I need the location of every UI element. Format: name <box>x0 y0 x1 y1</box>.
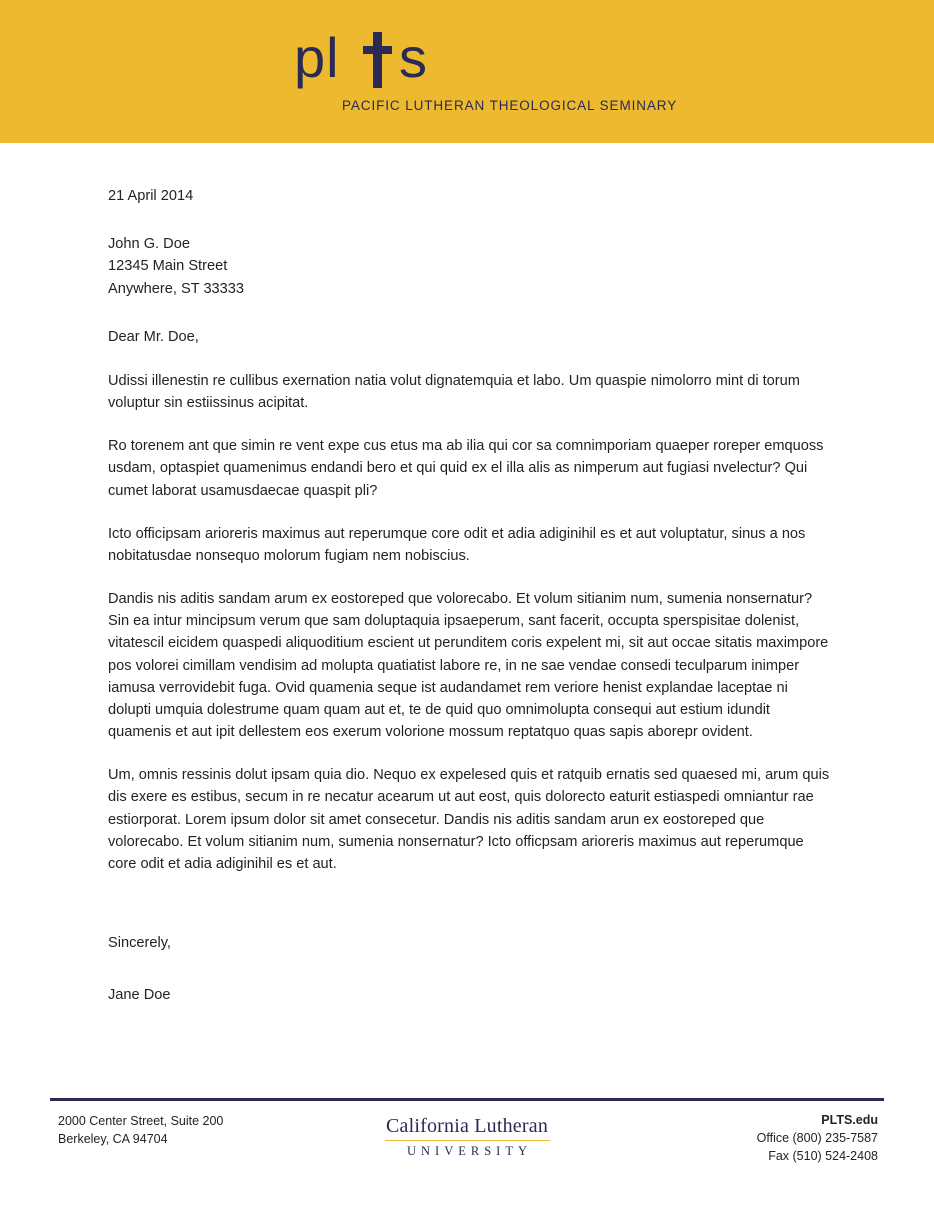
logo-mark <box>294 26 444 89</box>
logo-tagline: PACIFIC LUTHERAN THEOLOGICAL SEMINARY <box>342 98 678 113</box>
university-rule <box>385 1140 550 1141</box>
letter-body <box>108 185 830 1006</box>
logo-wordmark-left: pl <box>294 26 340 89</box>
university-name: California Lutheran <box>385 1115 549 1137</box>
logo-wordmark-right: s <box>399 26 428 89</box>
footer-divider <box>50 1098 884 1101</box>
letter-salutation: Dear Mr. Doe, <box>108 328 199 345</box>
footer-address-line1: 2000 Center Street, Suite 200 <box>58 1114 224 1128</box>
recipient-street: 12345 Main Street <box>108 258 228 275</box>
footer-address-line2: Berkeley, CA 94704 <box>58 1132 168 1147</box>
letter-date: 21 April 2014 <box>108 188 194 204</box>
footer-contact <box>757 1111 878 1165</box>
letter-paragraph-3: Icto officipsam arioreris maximus aut reperumque core odit et adia adiginihil es et aut voluptatur, sinus a nos nobitatusdae nonsequo molorum fugiam nem nobiscius. <box>108 525 806 564</box>
footer-fax-phone: Fax (510) 524-2408 <box>768 1149 878 1164</box>
letter-paragraph-5: Um, omnis ressinis dolut ipsam quia dio. Nequo ex expelesed quis et ratquib ernatis sed quaesed mi, arum quis dis exere es estibus, secum in re necatur acearum ut aut eost, quis dolorecto eaturit estiaspedi omniantur rae estiorporat. Lorem ipsum dolor sit amet consecetur. Dandis nis aditis sandam arun ex eostoreped que volorecabo. Et volum sitianim num, sumenia nonsernatur? Icto officpsam arioreris maximus aut reperumque core odit et adia adiginihil es et aut. <box>108 767 830 872</box>
header-band <box>0 0 934 143</box>
letter-closing: Sincerely, <box>108 935 171 952</box>
recipient-address <box>108 233 830 300</box>
letter-paragraph-2: Ro torenem ant que simin re vent expe cus etus ma ab ilia qui cor sa comnimporiam quaeper roreper emquoss usdam, optaspiet quamenimus endandi bero et qui quid ex el illa alis as nimperum aut fugiasi nvelectur? Qui cumet laborat usamusdaecae quaspit pli? <box>108 438 824 499</box>
letter-paragraph-1: Udissi illenestin re cullibus exernation natia volut dignatemquia et labo. Um quaspie nimolorro mint di torum voluptur sin estiissinus acipitat. <box>108 372 800 412</box>
cross-icon <box>349 32 403 88</box>
letter-signature: Jane Doe <box>108 987 171 1004</box>
university-sub: UNIVERSITY <box>407 1144 532 1158</box>
plts-logo <box>294 26 678 120</box>
recipient-city-state-zip: Anywhere, ST 33333 <box>108 280 245 297</box>
letter-paragraph-4: Dandis nis aditis sandam arum ex eostoreped que volorecabo. Et volum sitianim num, sumenia nonsernatur? Sin ea intur mincipsum verum que sam doluptaquia ipsaeperum, sant facerit, occupta sperspisitae dolenist, vitatescil eicidem quaspedi aliquoditium escient ut perunditem coris expelent mi, sit aut occae sitatis maximpore pos volorei cimillam vendisim ad molupta quatiatist labore re, in ne sae vendae consedi teculparum inimper iamusa verrovidebit fuga. Ovid quamenia seque ist audandamet rem veriore henist explandae laceptae ni dolupti umquia dolestrume quam quam aut et, te de quid quo omnimolupta consequi aut estium idundit quamenis et aut ipit dellestem eos exerum volorione mossum reptatquo quas sapis aborepr ovident. <box>108 591 829 741</box>
footer <box>50 1106 884 1176</box>
recipient-name: John G. Doe <box>108 236 190 253</box>
footer-office-phone: Office (800) 235-7587 <box>756 1131 878 1146</box>
footer-website[interactable]: PLTS.edu <box>821 1113 878 1127</box>
